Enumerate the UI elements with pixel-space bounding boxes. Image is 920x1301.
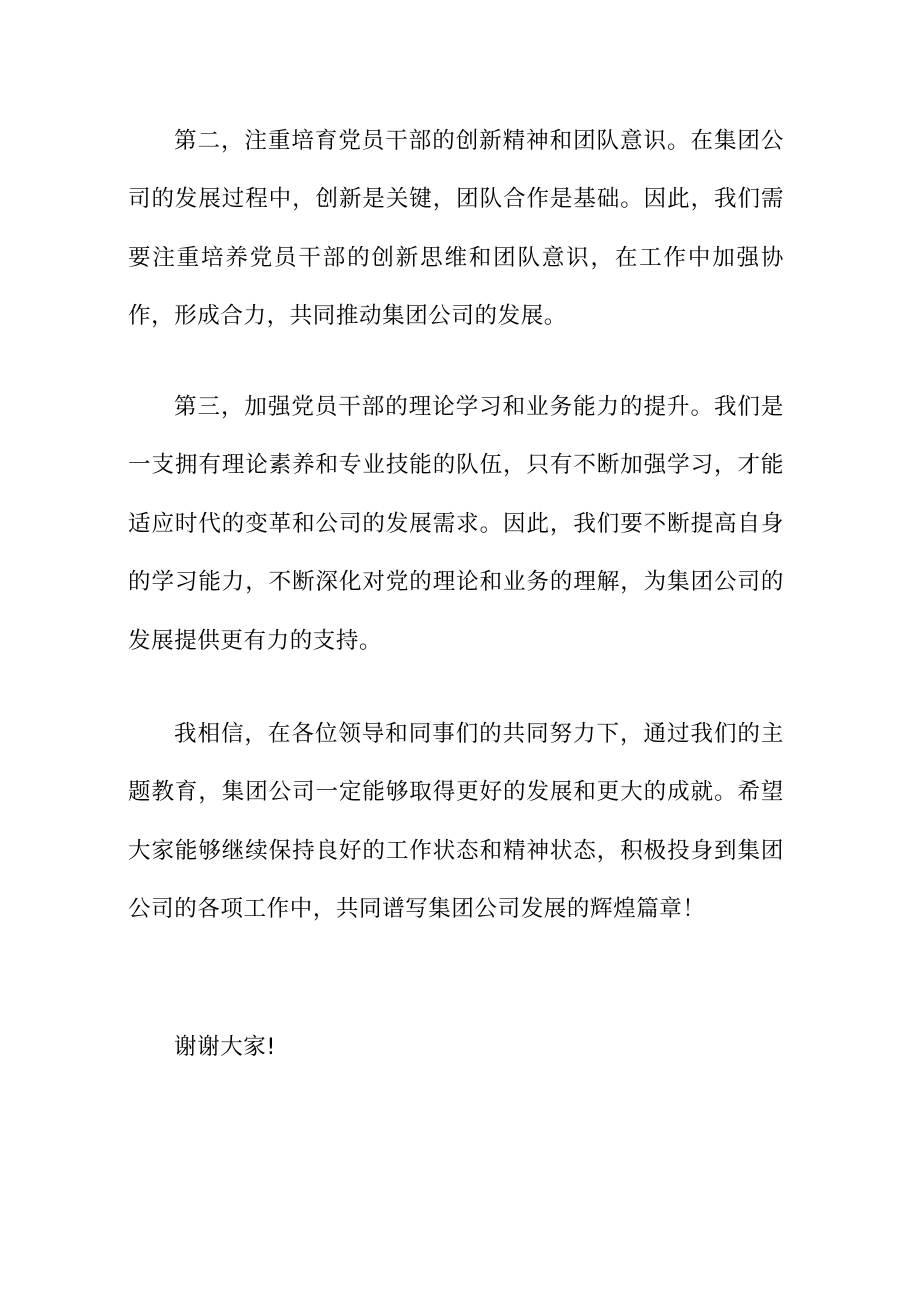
paragraph-theory-learning: 第三，加强党员干部的理论学习和业务能力的提升。我们是一支拥有理论素养和专业技能的队伍，只有不断加强学习，才能适应时代的变革和公司的发展需求。因此，我们要不断提高自身的学习能力，不断深化对党的理论和业务的理解，为集团公司的发展提供更有力的支持。	[128, 394, 784, 654]
paragraph-thanks: 谢谢大家!	[174, 1034, 277, 1060]
paragraph-closing-hopes: 我相信，在各位领导和同事们的共同努力下，通过我们的主题教育，集团公司一定能够取得更好的发展和更大的成就。希望大家能够继续保持良好的工作状态和精神状态，积极投身到集团公司的各项工作中，共同谱写集团公司发展的辉煌篇章！	[128, 721, 784, 923]
paragraph-innovation-teamwork: 第二，注重培育党员干部的创新精神和团队意识。在集团公司的发展过程中，创新是关键，团队合作是基础。因此，我们需要注重培养党员干部的创新思维和团队意识，在工作中加强协作，形成合力，共同推动集团公司的发展。	[128, 128, 784, 330]
